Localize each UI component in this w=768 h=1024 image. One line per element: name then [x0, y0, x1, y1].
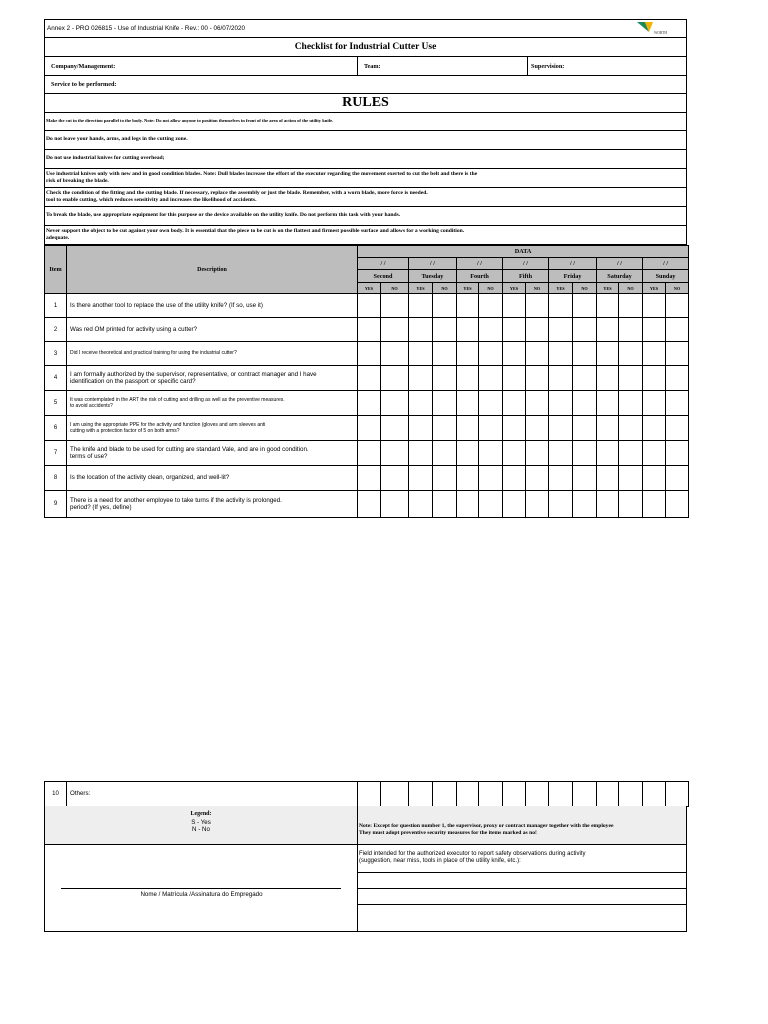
question-number: 3 [45, 342, 67, 366]
question-row [45, 342, 689, 366]
question-text: Did I receive theoretical and practical training for using the industrial cutter? [67, 342, 358, 366]
answer-cell[interactable] [526, 466, 549, 491]
question-number: 5 [45, 391, 67, 416]
answer-cell[interactable] [549, 466, 573, 491]
question-row [45, 491, 689, 518]
answer-cell[interactable] [433, 441, 457, 466]
item-header: Item [45, 246, 67, 294]
answer-cell[interactable] [457, 318, 479, 342]
answer-cell[interactable] [503, 342, 526, 366]
question-row [45, 391, 689, 416]
logo-text: WORTH [654, 31, 667, 35]
answer-cell[interactable] [619, 342, 643, 366]
rule-5 [44, 188, 687, 207]
question-row [45, 466, 689, 491]
answer-cell[interactable] [503, 366, 526, 391]
answer-cell[interactable] [457, 391, 479, 416]
question-row [45, 294, 689, 318]
question-text: It was contemplated in the ART the risk of cutting and drilling as well as the preventive measures. to avoid accidents? [67, 391, 358, 416]
answer-cell[interactable] [358, 391, 381, 416]
answer-cell[interactable] [381, 294, 409, 318]
answer-cell[interactable] [433, 466, 457, 491]
answer-cell[interactable] [549, 416, 573, 441]
answer-cell[interactable] [666, 294, 689, 318]
answer-cell[interactable] [457, 466, 479, 491]
supervision-label: Supervision: [531, 63, 565, 70]
date-field[interactable]: / / [597, 258, 643, 270]
day-label: Fourth [457, 270, 503, 283]
yes-header: YES [503, 283, 526, 294]
observation-box[interactable] [358, 845, 687, 931]
answer-cell[interactable] [619, 441, 643, 466]
question-text: Was red OM printed for activity using a cutter? [67, 318, 358, 342]
answer-cell[interactable] [479, 366, 503, 391]
answer-cell[interactable] [381, 782, 409, 807]
answer-cell[interactable] [409, 491, 433, 518]
answer-cell[interactable] [381, 491, 409, 518]
question-row [45, 366, 689, 391]
answer-cell[interactable] [573, 391, 597, 416]
rule-3 [44, 150, 687, 169]
answer-cell[interactable] [619, 318, 643, 342]
answer-cell[interactable] [358, 416, 381, 441]
answer-cell[interactable] [433, 391, 457, 416]
answer-cell[interactable] [619, 466, 643, 491]
observation-line [358, 904, 687, 905]
rule-4 [44, 169, 687, 188]
answer-cell[interactable] [597, 782, 619, 807]
answer-cell[interactable] [479, 466, 503, 491]
day-label: Tuesday [409, 270, 457, 283]
rule-7 [44, 226, 687, 245]
rule-3-text: Do not use industrial knives for cutting overhead; [46, 155, 165, 161]
description-header: Description [67, 246, 358, 294]
answer-cell[interactable] [433, 416, 457, 441]
answer-cell[interactable] [666, 318, 689, 342]
answer-cell[interactable] [643, 416, 666, 441]
others-label[interactable]: Others: [67, 782, 358, 807]
answer-cell[interactable] [573, 466, 597, 491]
answer-cell[interactable] [643, 391, 666, 416]
answer-cell[interactable] [619, 416, 643, 441]
answer-cell[interactable] [409, 366, 433, 391]
answer-cell[interactable] [643, 782, 666, 807]
question-text: I am using the appropriate PPE for the activity and function (gloves and arm sleeves anti cutting with a protection factor of 5 on both arms? [67, 416, 358, 441]
answer-cell[interactable] [666, 342, 689, 366]
question-text: The knife and blade to be used for cutting are standard Vale, and are in good condition. terms of use? [67, 441, 358, 466]
answer-cell[interactable] [573, 416, 597, 441]
answer-cell[interactable] [526, 441, 549, 466]
answer-cell[interactable] [549, 491, 573, 518]
legend-yes: S - Yes [191, 819, 211, 826]
question-text: Is there another tool to replace the use of the utility knife? (If so, use it) [67, 294, 358, 318]
answer-cell[interactable] [666, 366, 689, 391]
rule-6 [44, 207, 687, 226]
date-field[interactable]: / / [549, 258, 597, 270]
answer-cell[interactable] [358, 294, 381, 318]
answer-cell[interactable] [409, 782, 433, 807]
day-label: Friday [549, 270, 597, 283]
answer-cell[interactable] [549, 366, 573, 391]
observation-instructions: Field intended for the authorized executor to report safety observations during activity (suggestion, near miss, tools in place of the utility knife, etc.): [359, 851, 586, 865]
answer-cell[interactable] [381, 416, 409, 441]
answer-cell[interactable] [358, 366, 381, 391]
answer-cell[interactable] [409, 318, 433, 342]
answer-cell[interactable] [619, 366, 643, 391]
answer-cell[interactable] [643, 294, 666, 318]
answer-cell[interactable] [619, 294, 643, 318]
date-field[interactable]: / / [643, 258, 689, 270]
answer-cell[interactable] [457, 441, 479, 466]
answer-cell[interactable] [666, 491, 689, 518]
answer-cell[interactable] [526, 491, 549, 518]
answer-cell[interactable] [381, 342, 409, 366]
answer-cell[interactable] [409, 294, 433, 318]
answer-cell[interactable] [457, 342, 479, 366]
answer-cell[interactable] [433, 294, 457, 318]
answer-cell[interactable] [597, 416, 619, 441]
answer-cell[interactable] [597, 466, 619, 491]
answer-cell[interactable] [358, 466, 381, 491]
answer-cell[interactable] [503, 294, 526, 318]
answer-cell[interactable] [597, 342, 619, 366]
answer-cell[interactable] [409, 416, 433, 441]
answer-cell[interactable] [597, 366, 619, 391]
answer-cell[interactable] [666, 391, 689, 416]
date-field[interactable]: / / [409, 258, 457, 270]
company-team-row [44, 57, 687, 76]
question-text: Is the location of the activity clean, organized, and well-lit? [67, 466, 358, 491]
team-field[interactable] [358, 57, 528, 75]
answer-cell[interactable] [573, 491, 597, 518]
answer-cell[interactable] [503, 441, 526, 466]
answer-cell[interactable] [433, 782, 457, 807]
answer-cell[interactable] [573, 318, 597, 342]
answer-cell[interactable] [643, 466, 666, 491]
answer-cell[interactable] [643, 441, 666, 466]
service-row[interactable] [44, 76, 687, 94]
answer-cell[interactable] [503, 491, 526, 518]
answer-cell[interactable] [526, 294, 549, 318]
question-number: 8 [45, 466, 67, 491]
answer-cell[interactable] [526, 342, 549, 366]
yes-header: YES [409, 283, 433, 294]
answer-cell[interactable] [479, 391, 503, 416]
no-header: NO [526, 283, 549, 294]
signature-observation-row [44, 845, 687, 932]
no-header: NO [619, 283, 643, 294]
question-number: 1 [45, 294, 67, 318]
answer-cell[interactable] [573, 782, 597, 807]
answer-cell[interactable] [549, 318, 573, 342]
question-number: 6 [45, 416, 67, 441]
question-row [45, 318, 689, 342]
question-row [45, 441, 689, 466]
yes-header: YES [358, 283, 381, 294]
question-number: 7 [45, 441, 67, 466]
answer-cell[interactable] [573, 342, 597, 366]
answer-cell[interactable] [433, 318, 457, 342]
answer-cell[interactable] [358, 342, 381, 366]
answer-cell[interactable] [503, 318, 526, 342]
answer-cell[interactable] [479, 441, 503, 466]
answer-cell[interactable] [358, 441, 381, 466]
answer-cell[interactable] [479, 294, 503, 318]
answer-cell[interactable] [643, 318, 666, 342]
answer-cell[interactable] [358, 318, 381, 342]
legend-box [45, 806, 358, 844]
answer-cell[interactable] [409, 441, 433, 466]
page-title: Checklist for Industrial Cutter Use [44, 38, 687, 57]
answer-cell[interactable] [381, 391, 409, 416]
question-text: There is a need for another employee to take turns if the activity is prolonged. period? (If yes, define) [67, 491, 358, 518]
others-table [44, 781, 689, 807]
company-field[interactable] [45, 57, 358, 75]
checklist-table [44, 245, 689, 518]
yes-header: YES [597, 283, 619, 294]
question-number: 4 [45, 366, 67, 391]
answer-cell[interactable] [666, 466, 689, 491]
answer-cell[interactable] [503, 782, 526, 807]
answer-cell[interactable] [433, 491, 457, 518]
others-row [45, 782, 689, 807]
question-number: 10 [45, 782, 67, 807]
answer-cell[interactable] [503, 416, 526, 441]
answer-cell[interactable] [381, 318, 409, 342]
answer-cell[interactable] [433, 366, 457, 391]
day-label: Saturday [597, 270, 643, 283]
rule-1 [44, 113, 687, 131]
question-row [45, 416, 689, 441]
no-header: NO [479, 283, 503, 294]
answer-cell[interactable] [573, 366, 597, 391]
question-number: 2 [45, 318, 67, 342]
answer-cell[interactable] [666, 416, 689, 441]
answer-cell[interactable] [549, 294, 573, 318]
answer-cell[interactable] [479, 416, 503, 441]
date-field[interactable]: / / [457, 258, 503, 270]
no-header: NO [573, 283, 597, 294]
question-text: I am formally authorized by the supervisor, representative, or contract manager and I have identification on the passport or specific card? [67, 366, 358, 391]
legend-no: N - No [192, 826, 210, 833]
answer-cell[interactable] [409, 391, 433, 416]
signature-label: Nome / Matrícula /Assinatura do Empregado [140, 891, 263, 898]
observation-line [358, 872, 687, 873]
note-text [359, 816, 687, 837]
rule-2 [44, 131, 687, 150]
answer-cell[interactable] [409, 466, 433, 491]
answer-cell[interactable] [666, 441, 689, 466]
answer-cell[interactable] [597, 318, 619, 342]
note-content: Note: Except for question number 1, the supervisor, proxy or contract manager together with the employee They must adopt preventive security measures for the items marked as no! [359, 823, 614, 836]
answer-cell[interactable] [549, 342, 573, 366]
question-number: 9 [45, 491, 67, 518]
answer-cell[interactable] [381, 441, 409, 466]
answer-cell[interactable] [526, 391, 549, 416]
answer-cell[interactable] [381, 466, 409, 491]
answer-cell[interactable] [643, 342, 666, 366]
answer-cell[interactable] [526, 318, 549, 342]
answer-cell[interactable] [573, 294, 597, 318]
answer-cell[interactable] [358, 782, 381, 807]
rule-5-text: Check the condition of the fitting and the cutting blade. If necessary, replace the assembly or just the blade. Remember, with a worn blade, more force is needed. tool to enable cutting, which reduces sensitivity and increases the likelihood of accidents. [46, 190, 428, 203]
answer-cell[interactable] [503, 466, 526, 491]
answer-cell[interactable] [619, 391, 643, 416]
signature-box[interactable] [45, 845, 358, 931]
answer-cell[interactable] [666, 782, 689, 807]
yes-header: YES [643, 283, 666, 294]
answer-cell[interactable] [503, 391, 526, 416]
supervision-field[interactable] [528, 57, 686, 75]
answer-cell[interactable] [619, 491, 643, 518]
rules-title: RULES [44, 94, 687, 113]
vale-logo [637, 20, 677, 36]
answer-cell[interactable] [549, 441, 573, 466]
yes-header: YES [549, 283, 573, 294]
rule-1-text: Make the cut in the direction parallel to the body. Note: Do not allow anyone to position themselves in front of the area of action of the utility knife. [46, 118, 334, 123]
legend-title: Legend: [190, 811, 212, 817]
data-header: DATA [358, 246, 689, 258]
answer-cell[interactable] [457, 366, 479, 391]
answer-cell[interactable] [597, 441, 619, 466]
yes-header: YES [457, 283, 479, 294]
answer-cell[interactable] [597, 391, 619, 416]
day-label: Sunday [643, 270, 689, 283]
answer-cell[interactable] [358, 491, 381, 518]
answer-cell[interactable] [643, 491, 666, 518]
answer-cell[interactable] [597, 491, 619, 518]
rule-4-text: Use industrial knives only with new and in good condition blades. Note: Dull blades increase the effort of the executor regarding the movement exerted to cut the belt and there is the risk of breaking the blade. [46, 171, 478, 184]
team-label: Team: [364, 63, 381, 70]
answer-cell[interactable] [549, 391, 573, 416]
answer-cell[interactable] [457, 782, 479, 807]
answer-cell[interactable] [457, 491, 479, 518]
service-label: Service to be performed: [51, 81, 117, 88]
signature-line [61, 888, 341, 889]
date-field[interactable]: / / [503, 258, 549, 270]
rule-2-text: Do not leave your hands, arms, and legs in the cutting zone. [46, 136, 188, 142]
annex-reference: Annex 2 - PRO 026815 - Use of Industrial Knife - Rev.: 00 - 06/07/2020 [44, 19, 687, 38]
answer-cell[interactable] [457, 294, 479, 318]
no-header: NO [666, 283, 689, 294]
legend-note-row [44, 806, 687, 845]
answer-cell[interactable] [573, 441, 597, 466]
date-field[interactable]: / / [358, 258, 409, 270]
observation-line [358, 888, 687, 889]
answer-cell[interactable] [381, 366, 409, 391]
answer-cell[interactable] [479, 491, 503, 518]
answer-cell[interactable] [409, 342, 433, 366]
no-header: NO [381, 283, 409, 294]
answer-cell[interactable] [526, 366, 549, 391]
answer-cell[interactable] [479, 342, 503, 366]
answer-cell[interactable] [526, 782, 549, 807]
answer-cell[interactable] [549, 782, 573, 807]
day-label: Second [358, 270, 409, 283]
rule-7-text: Never support the object to be cut against your own body. It is essential that the piece to be cut is on the flattest and firmest possible surface and allows for a working condition. adequate. [46, 228, 465, 241]
no-header: NO [433, 283, 457, 294]
answer-cell[interactable] [526, 416, 549, 441]
answer-cell[interactable] [479, 318, 503, 342]
answer-cell[interactable] [597, 294, 619, 318]
answer-cell[interactable] [643, 366, 666, 391]
rule-6-text: To break the blade, use appropriate equipment for this purpose or the device available on the utility knife. Do not perform this task with your hands. [46, 212, 401, 218]
day-label: Fifth [503, 270, 549, 283]
company-label: Company/Management: [51, 63, 116, 70]
answer-cell[interactable] [479, 782, 503, 807]
answer-cell[interactable] [619, 782, 643, 807]
answer-cell[interactable] [457, 416, 479, 441]
answer-cell[interactable] [433, 342, 457, 366]
